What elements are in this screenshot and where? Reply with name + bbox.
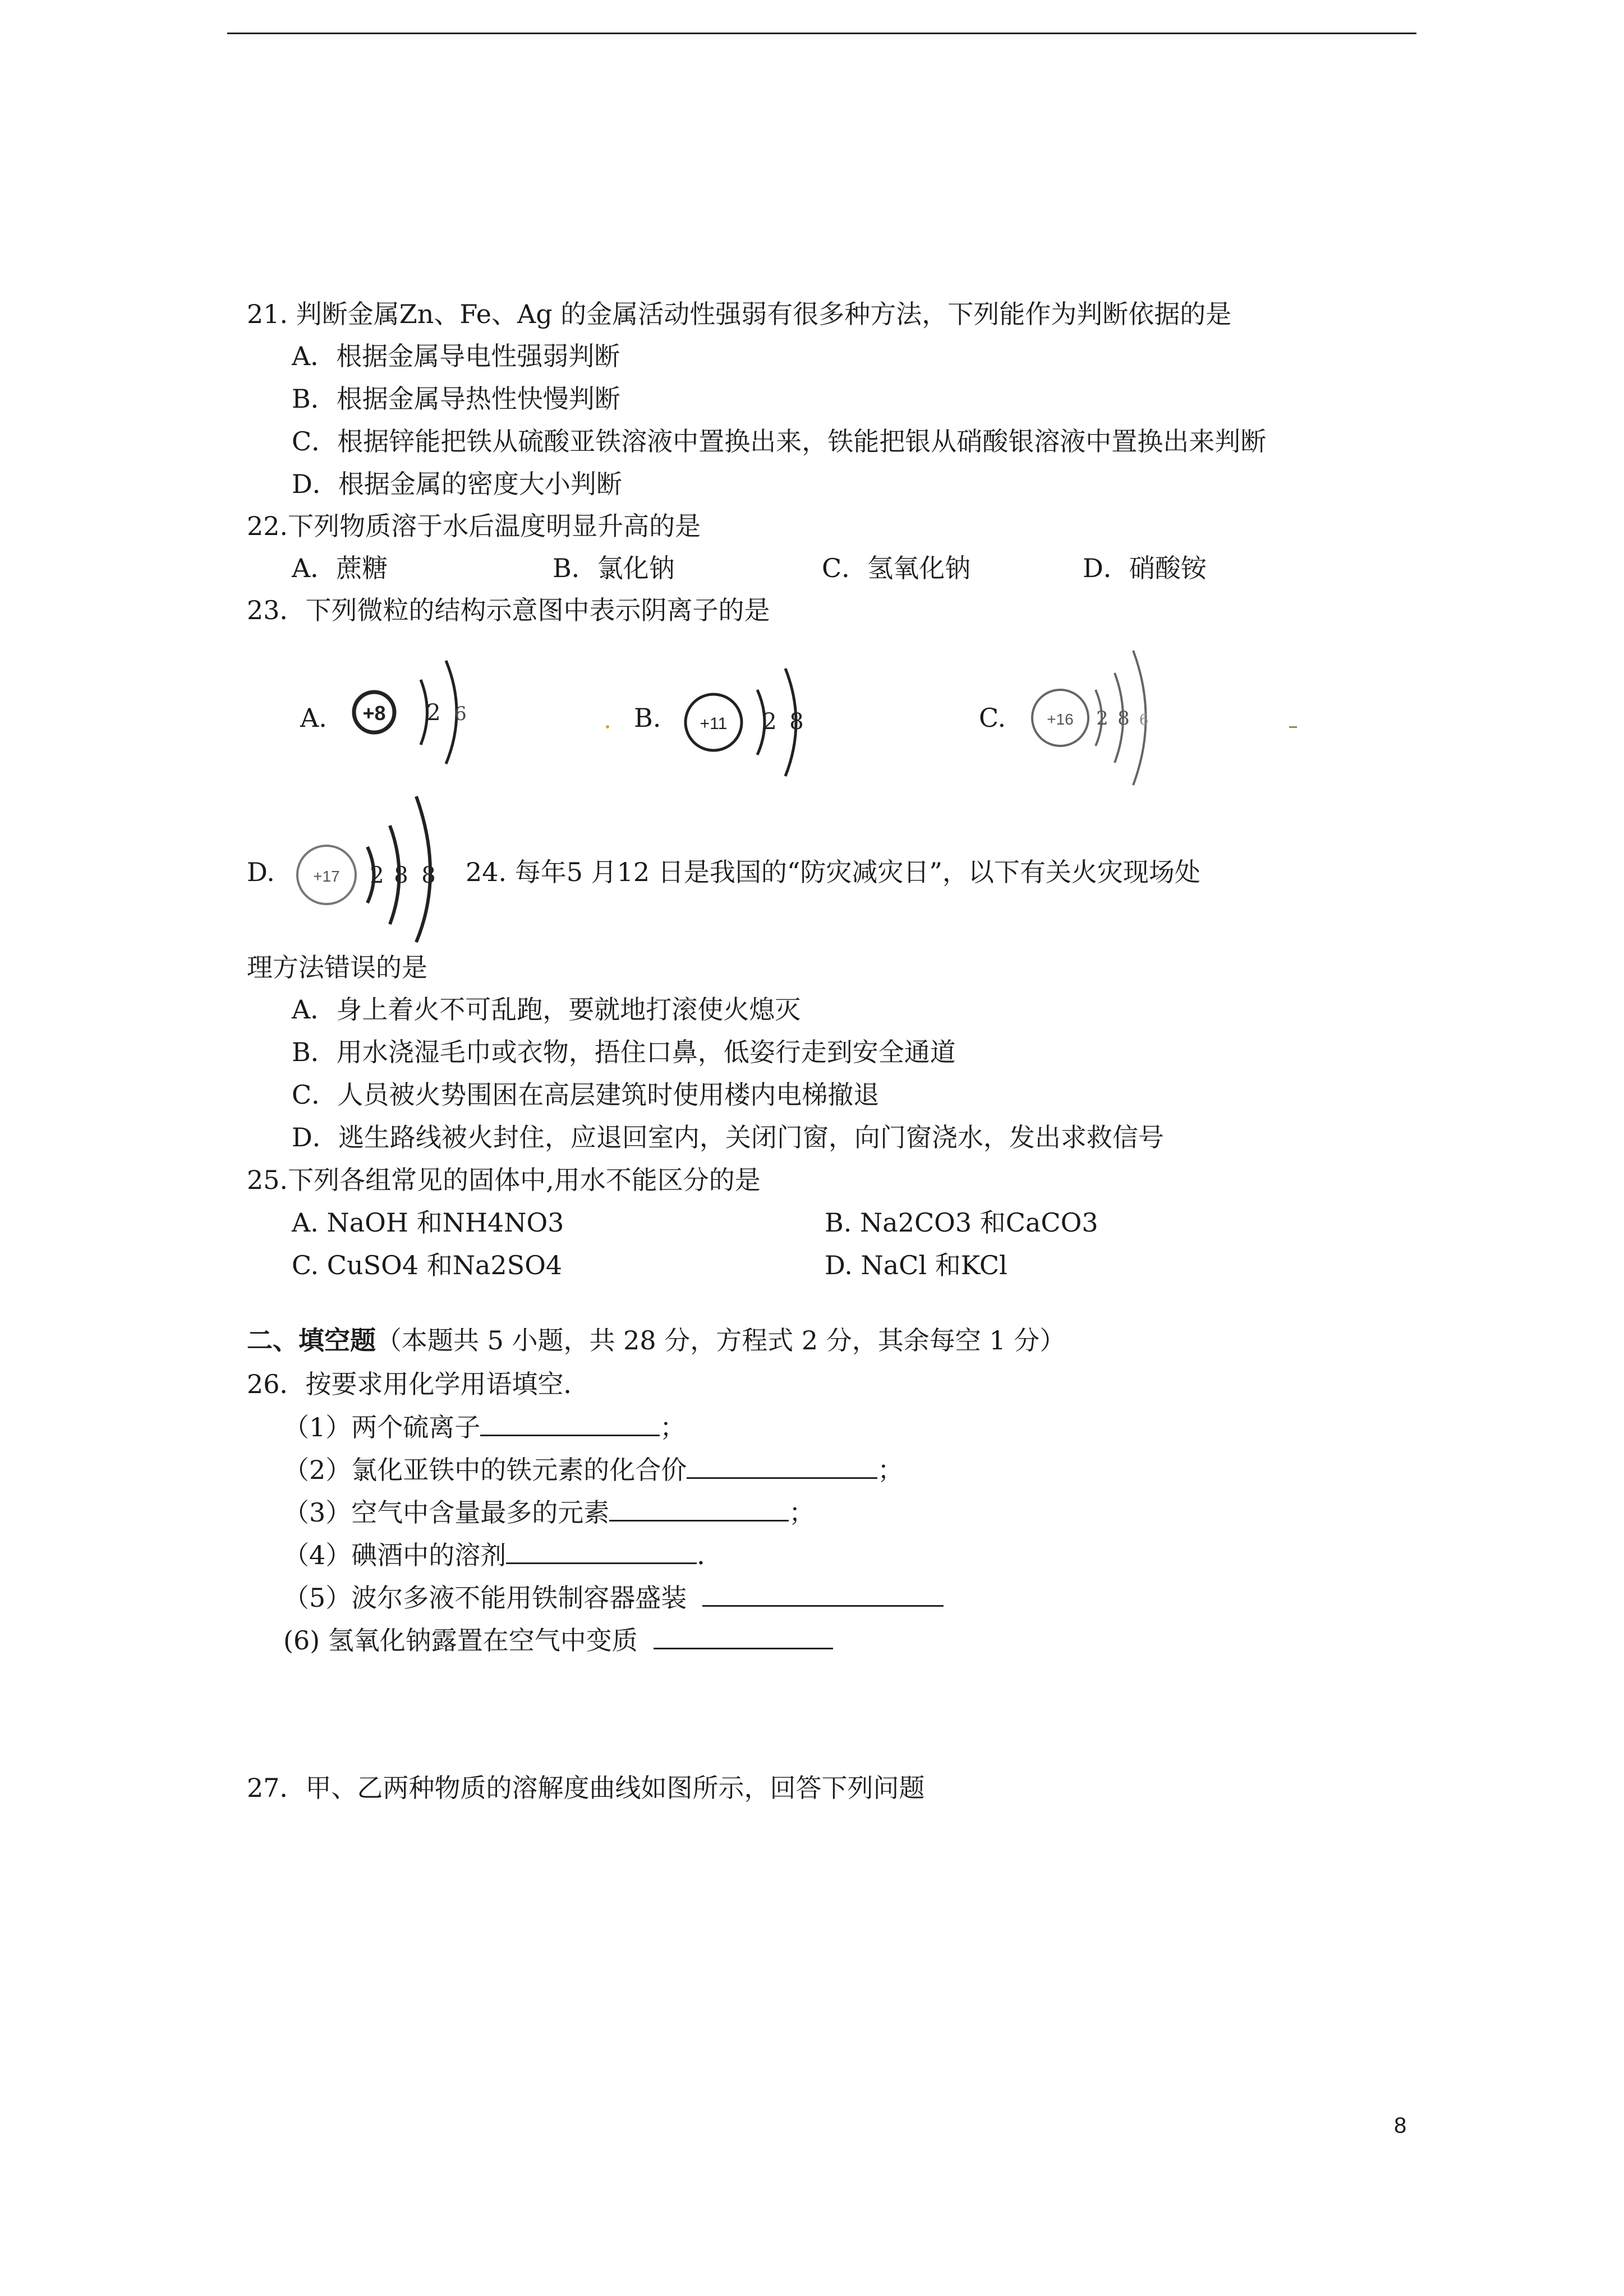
q22-option-c: C．氢氧化钠 (822, 553, 971, 583)
q26-item-1-text: （1）两个硫离子 (283, 1412, 481, 1442)
stray-mark-2 (1289, 726, 1297, 728)
q26-item-6 (283, 1623, 833, 1657)
q24-option-c: C．人员被火势围困在高层建筑时使用楼内电梯撤退 (292, 1080, 880, 1110)
q23-d-nucleus: +17 (313, 868, 340, 885)
q25-option-d: D. NaCl 和KCl (825, 1250, 1007, 1280)
q23-b-nucleus: +11 (700, 714, 728, 733)
q26-item-2-end: ； (877, 1455, 904, 1485)
q26-answer-blank-2[interactable] (687, 1453, 877, 1479)
q24-stem-line2: 理方法错误的是 (247, 952, 427, 983)
q23-option-d-label: D. (247, 857, 275, 887)
q23-atom-diagram-a (345, 639, 491, 785)
q21-option-c: C．根据锌能把铁从硫酸亚铁溶液中置换出来，铁能把银从硝酸银溶液中置换出来判断 (292, 426, 1267, 457)
q23-c-shell-3: 6 (1139, 712, 1149, 729)
q25-option-b: B. Na2CO3 和CaCO3 (825, 1207, 1098, 1238)
section-2-note: （本题共 5 小题，共 28 分，方程式 2 分，其余每空 1 分） (376, 1325, 1066, 1356)
q21-option-a: A．根据金属导电性强弱判断 (292, 341, 620, 371)
q26-item-4-end: ． (697, 1540, 723, 1570)
q26-answer-blank-3[interactable] (609, 1495, 789, 1522)
q27-stem: 27．甲、乙两种物质的溶解度曲线如图所示，回答下列问题 (247, 1773, 925, 1803)
q26-item-2 (283, 1453, 903, 1487)
q23-d-shell-2: 8 (394, 863, 408, 888)
q26-item-3-text: （3）空气中含量最多的元素 (283, 1497, 610, 1528)
q26-answer-blank-4[interactable] (506, 1538, 697, 1564)
q23-a-shell-2: 6 (454, 703, 467, 725)
q21-stem: 21. 判断金属Zn、Fe、Ag 的金属活动性强弱有很多种方法，下列能作为判断依据的是 (247, 299, 1232, 329)
q23-c-shell-1: 2 (1096, 707, 1108, 730)
q26-item-5 (283, 1580, 944, 1615)
q23-b-shell-1: 2 (762, 709, 777, 735)
q26-item-3 (283, 1495, 815, 1529)
q23-d-shell-3: 8 (421, 863, 436, 888)
q21-option-b: B．根据金属导热性快慢判断 (292, 384, 620, 414)
q23-d-shell-1: 2 (370, 863, 384, 888)
q26-item-5-text: （5）波尔多液不能用铁制容器盛装 (283, 1583, 687, 1613)
header-rule (227, 33, 1416, 34)
q26-item-1 (283, 1410, 686, 1444)
q26-item-1-end: ； (660, 1412, 686, 1442)
q26-item-6-text: (6) 氢氧化钠露置在空气中变质 (283, 1625, 638, 1656)
q25-stem: 25.下列各组常见的固体中,用水不能区分的是 (247, 1165, 761, 1195)
q24-stem-line1: 24. 每年5 月12 日是我国的“防灾减灾日”，以下有关火灾现场处 (466, 857, 1200, 887)
q24-option-a: A．身上着火不可乱跑，要就地打滚使火熄灭 (292, 994, 801, 1025)
section-2-title: 二、填空题 (247, 1325, 376, 1356)
q23-atom-diagram-b (673, 639, 819, 785)
q23-option-b-label: B. (634, 703, 661, 733)
q26-answer-blank-6[interactable] (654, 1623, 833, 1649)
q22-option-b: B．氯化钠 (553, 553, 675, 583)
q26-stem: 26．按要求用化学用语填空． (247, 1369, 590, 1399)
stray-mark (606, 725, 609, 729)
q25-option-a: A. NaOH 和NH4NO3 (292, 1207, 564, 1238)
q26-item-4-text: （4）碘酒中的溶剂 (283, 1540, 507, 1570)
q23-atom-diagram-d (286, 785, 454, 948)
q24-option-b: B．用水浇湿毛巾或衣物，捂住口鼻，低姿行走到安全通道 (292, 1037, 956, 1067)
q22-option-d: D．硝酸铵 (1083, 553, 1207, 583)
q23-option-a-label: A. (300, 703, 327, 733)
section-2-heading (247, 1324, 1065, 1357)
q21-option-d: D．根据金属的密度大小判断 (292, 469, 622, 499)
q23-c-shell-2: 8 (1117, 707, 1130, 730)
q23-option-c-label: C. (979, 703, 1006, 733)
q23-a-shell-1: 2 (426, 700, 441, 726)
q22-stem: 22.下列物质溶于水后温度明显升高的是 (247, 511, 701, 541)
q23-stem: 23．下列微粒的结构示意图中表示阴离子的是 (247, 595, 770, 625)
q23-b-shell-2: 8 (789, 709, 804, 735)
q23-a-nucleus: +8 (362, 702, 386, 725)
page-number: 8 (1394, 2113, 1407, 2138)
q23-c-nucleus: +16 (1047, 711, 1074, 728)
q22-option-a: A．蔗糖 (292, 553, 388, 583)
q25-option-c: C. CuSO4 和Na2SO4 (292, 1250, 563, 1280)
q24-option-d: D．逃生路线被火封住，应退回室内，关闭门窗，向门窗浇水，发出求救信号 (292, 1122, 1164, 1152)
q23-atom-diagram-c (1018, 634, 1164, 796)
q26-item-3-end: ； (789, 1497, 815, 1528)
q26-answer-blank-5[interactable] (702, 1580, 944, 1607)
q26-item-2-text: （2）氯化亚铁中的铁元素的化合价 (283, 1455, 687, 1485)
q26-item-4 (283, 1538, 723, 1572)
q26-answer-blank-1[interactable] (480, 1410, 660, 1436)
